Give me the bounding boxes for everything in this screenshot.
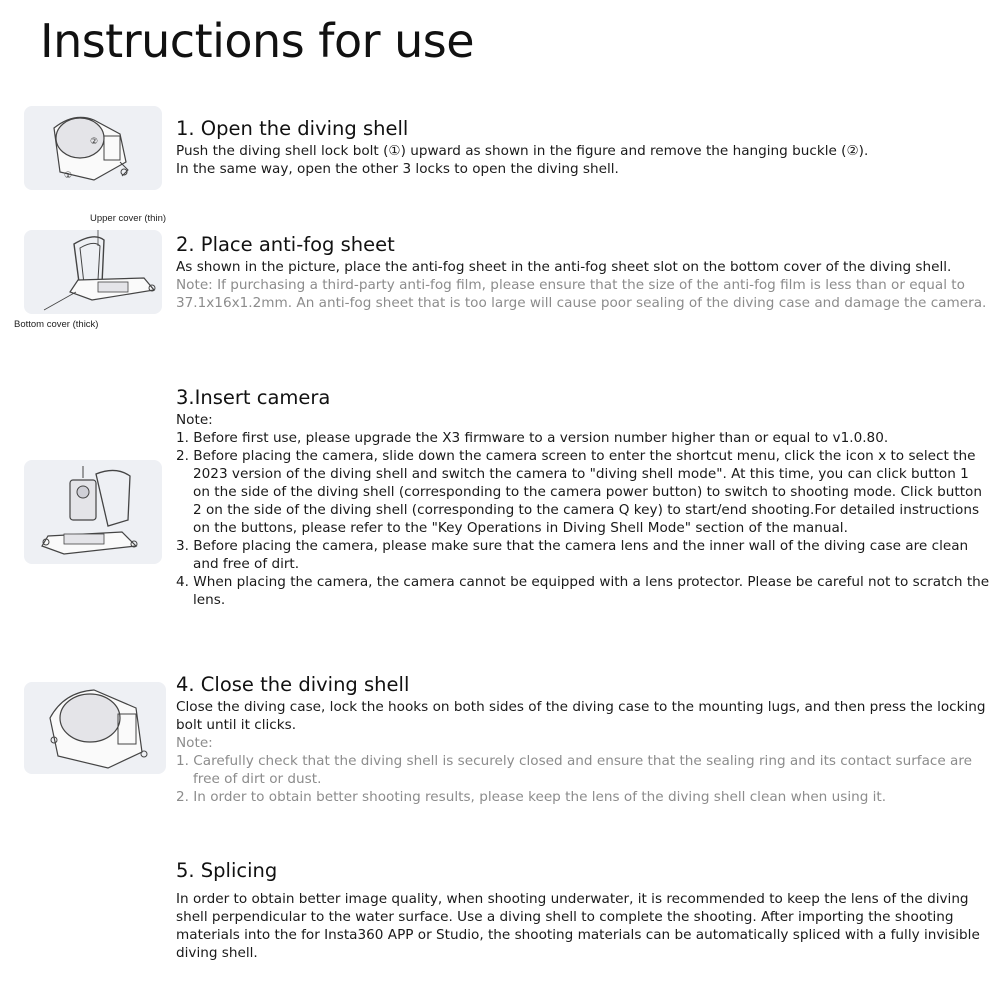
step-4-item-2: 2. In order to obtain better shooting results, please keep the lens of the diving shell clean when using it. [176, 789, 887, 806]
step-1-line-2: In the same way, open the other 3 locks to open the diving shell. [176, 161, 619, 178]
step-3-item-4: 4. When placing the camera, the camera cannot be equipped with a lens protector. Please be careful not to scratch the lens. [176, 574, 990, 609]
step-3-item-3: 3. Before placing the camera, please make sure that the camera lens and the inner wall of the diving case are clean and free of dirt. [176, 538, 969, 573]
upper-cover-label: Upper cover (thin) [90, 213, 167, 224]
anti-fog-illustration [24, 230, 162, 314]
step-3-item-2: 2. Before placing the camera, slide down the camera screen to enter the shortcut menu, click the icon x to select the 2023 version of the diving shell and switch the camera to "diving shell mode". At this time, you can click button 1 on the side of the diving shell (corresponding to the camera power button) to switch to shooting mode. Click button 2 on the side of the diving shell (corresponding to the camera Q key) to start/end shooting.For detailed instructions on the buttons, please refer to the "Key Operations in Diving Shell Mode" section of the manual. [176, 448, 982, 537]
step-3-note-label: Note: [176, 412, 213, 429]
step-5-section [176, 859, 990, 962]
step-3-section [176, 386, 990, 609]
step-2-title: 2. Place anti-fog sheet [176, 233, 395, 256]
step-1-title: 1. Open the diving shell [176, 117, 409, 140]
close-shell-illustration [24, 682, 166, 774]
bottom-cover-label: Bottom cover (thick) [14, 319, 99, 330]
step-3-title: 3.Insert camera [176, 386, 331, 409]
step-5-body: In order to obtain better image quality, when shooting underwater, it is recommended to keep the lens of the diving shell perpendicular to the water surface. Use a diving shell to complete the shooting. After importing the shooting materials into the for Insta360 APP or Studio, the shooting materials can be automatically spliced with a fully invisible diving shell. [176, 891, 980, 962]
open-shell-illustration [24, 106, 162, 190]
step-4-title: 4. Close the diving shell [176, 673, 410, 696]
step-4-item-1: 1. Carefully check that the diving shell is securely closed and ensure that the sealing ring and its contact surface are free of dirt or dust. [176, 753, 973, 788]
step-4-section [176, 673, 990, 806]
page-title: Instructions for use [40, 14, 475, 68]
step-2-body: As shown in the picture, place the anti-fog sheet in the anti-fog sheet slot on the bottom cover of the diving shell. [176, 259, 952, 276]
step-2-section [176, 233, 990, 312]
step-2-note: Note: If purchasing a third-party anti-fog film, please ensure that the size of the anti-fog film is less than or equal to 37.1x16x1.2mm. An anti-fog sheet that is too large will cause poor sealing of the diving case and damage the camera. [176, 277, 987, 312]
step-4-body: Close the diving case, lock the hooks on both sides of the diving case to the mounting lugs, and then press the locking bolt until it clicks. [176, 699, 986, 734]
lock-bolt-label-1: ① [64, 171, 73, 181]
lock-bolt-label-2: ② [90, 137, 99, 147]
insert-camera-illustration [24, 460, 162, 564]
step-1-line-1: Push the diving shell lock bolt (①) upward as shown in the figure and remove the hanging buckle (②). [176, 143, 869, 160]
step-3-item-1: 1. Before first use, please upgrade the X3 firmware to a version number higher than or equal to v1.0.80. [176, 430, 889, 447]
step-4-note-label: Note: [176, 735, 213, 752]
step-1-section [176, 117, 990, 178]
step-5-title: 5. Splicing [176, 859, 278, 882]
